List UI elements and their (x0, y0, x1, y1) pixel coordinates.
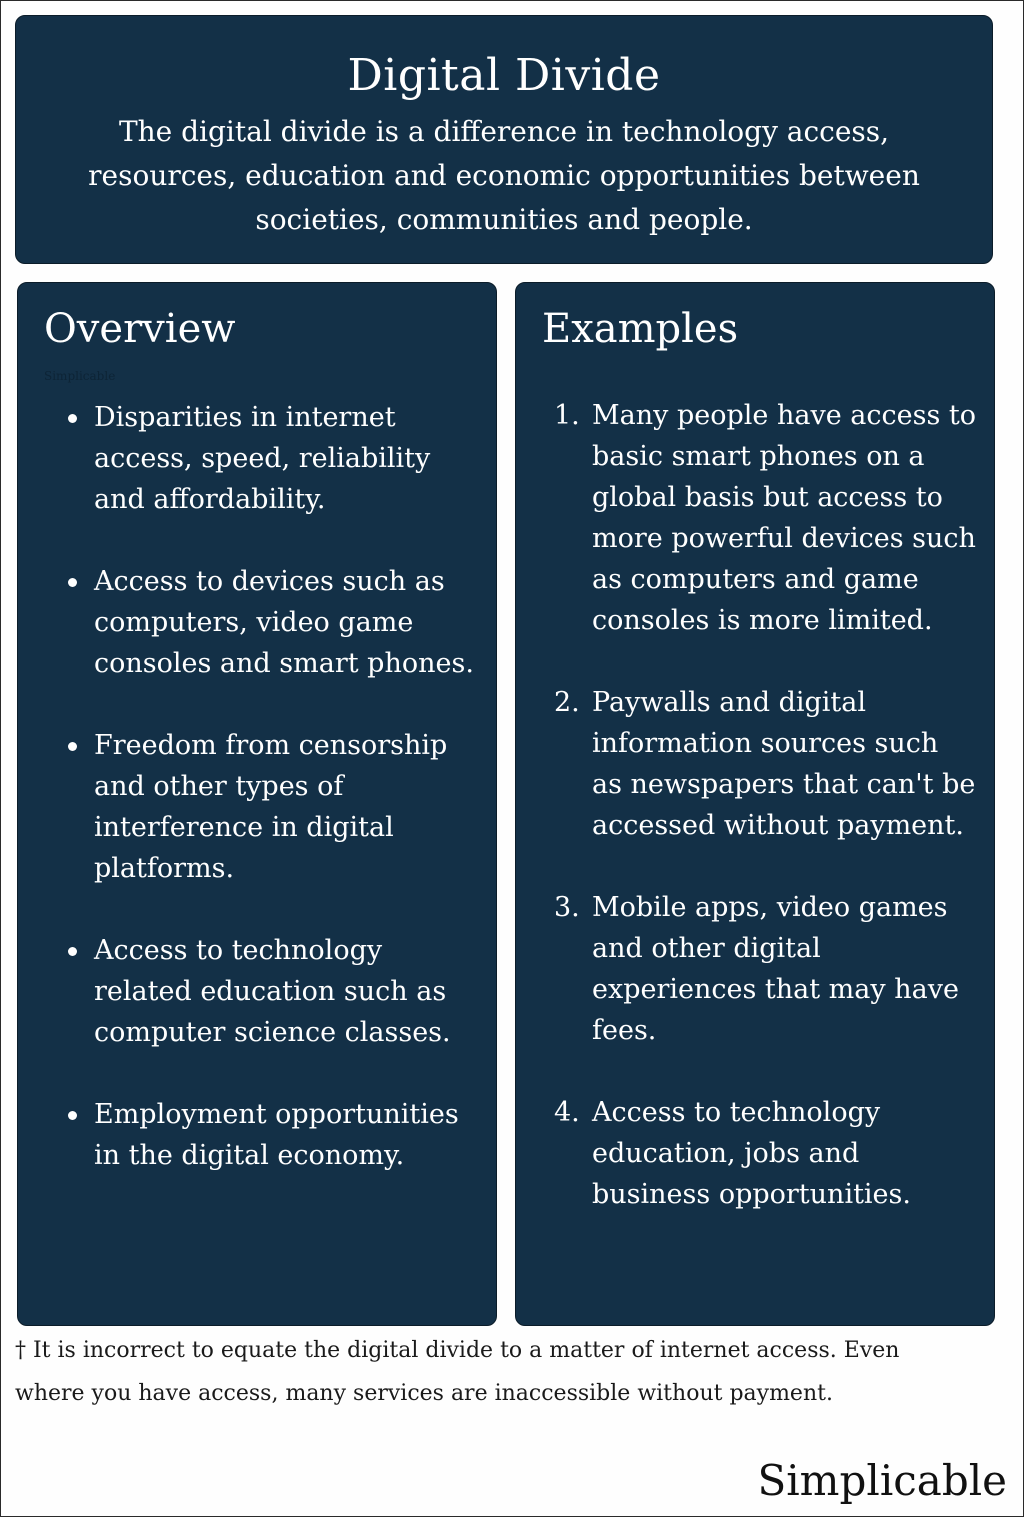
footnote: † It is incorrect to equate the digital divide to a matter of internet access. Even where you have access, many services are inaccessible without payment. (15, 1338, 900, 1406)
overview-panel (17, 282, 497, 1326)
list-item (516, 395, 994, 641)
item-number: 4. (554, 1097, 580, 1128)
bullet-icon (68, 578, 77, 587)
list-item-text: Many people have access to basic smart phones on a global basis but access to more powerful devices such as computers and game consoles is more limited. (592, 400, 976, 636)
list-item-text: Freedom from censorship and other types of interference in digital platforms. (94, 730, 448, 884)
watermark: Simplicable (44, 369, 116, 383)
list-item-text: Disparities in internet access, speed, reliability and affordability. (94, 402, 431, 515)
list-item-text: Access to technology education, jobs and business opportunities. (592, 1097, 911, 1210)
list-item (18, 725, 496, 889)
list-item-text: Paywalls and digital information sources such as newspapers that can't be accessed without payment. (592, 687, 976, 841)
bullet-icon (68, 947, 77, 956)
bullet-icon (68, 414, 77, 423)
list-item (516, 682, 994, 846)
list-item (18, 397, 496, 520)
list-item (18, 1094, 496, 1176)
list-item (516, 1092, 994, 1215)
list-item (18, 561, 496, 684)
list-item-text: Employment opportunities in the digital economy. (94, 1099, 459, 1171)
bullet-icon (68, 1111, 77, 1120)
bullet-icon (68, 742, 77, 751)
overview-heading: Overview (44, 306, 236, 352)
page-title: Digital Divide (347, 50, 661, 101)
list-item (18, 930, 496, 1053)
definition-box (15, 15, 993, 264)
list-item-text: Mobile apps, video games and other digital experiences that may have fees. (592, 892, 959, 1046)
definition-text: The digital divide is a difference in technology access, resources, education and economic opportunities between societies, communities and people. (88, 115, 920, 236)
overview-list (18, 397, 496, 1217)
list-item (516, 887, 994, 1051)
list-item-text: Access to technology related education such as computer science classes. (94, 935, 451, 1048)
examples-panel (515, 282, 995, 1326)
brand-logo: Simplicable (757, 1456, 1007, 1505)
item-number: 2. (554, 687, 580, 718)
item-number: 1. (554, 400, 580, 431)
item-number: 3. (554, 892, 580, 923)
examples-list (516, 395, 994, 1256)
examples-heading: Examples (542, 306, 739, 352)
list-item-text: Access to devices such as computers, video game consoles and smart phones. (94, 566, 474, 679)
